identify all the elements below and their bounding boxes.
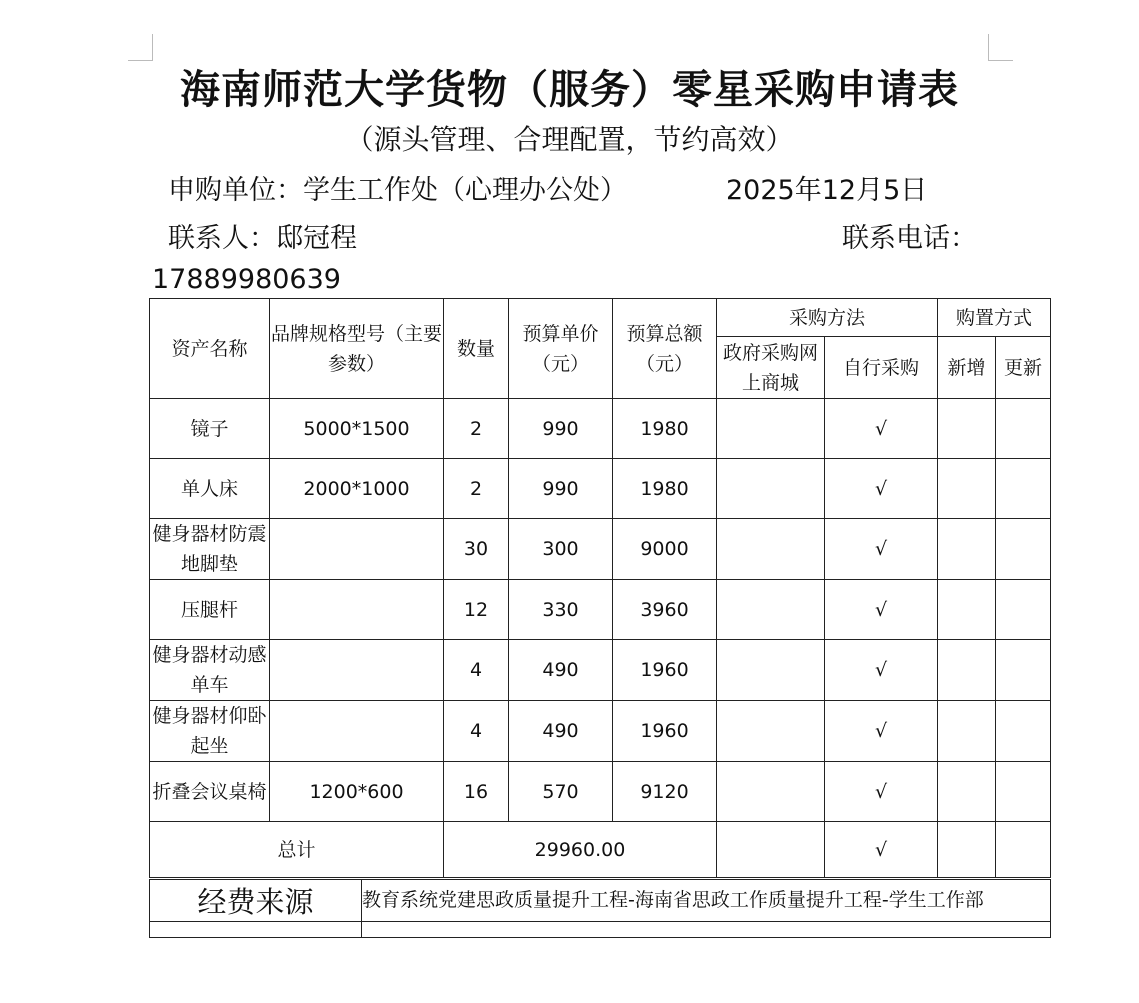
fund-extra-cell	[362, 922, 1051, 938]
item-total: 1960	[613, 701, 717, 762]
item-quantity: 30	[444, 519, 509, 580]
header-self-purchase: 自行采购	[825, 337, 938, 399]
form-subtitle: （源头管理、合理配置，节约高效）	[345, 123, 794, 156]
header-unit-price: 预算单价（元）	[509, 299, 613, 399]
header-purchase-method: 采购方法	[717, 299, 938, 337]
phone-label: 联系电话：	[842, 223, 977, 254]
item-quantity: 4	[444, 701, 509, 762]
item-quantity: 4	[444, 640, 509, 701]
item-total: 9120	[613, 762, 717, 822]
item-new	[938, 580, 996, 640]
item-self-purchase-check: √	[825, 580, 938, 640]
item-unit-price: 330	[509, 580, 613, 640]
header-purchase-type: 购置方式	[938, 299, 1051, 337]
item-new	[938, 762, 996, 822]
item-spec: 5000*1500	[270, 399, 444, 459]
item-renew	[996, 459, 1051, 519]
item-spec	[270, 640, 444, 701]
item-spec	[270, 580, 444, 640]
item-name: 健身器材防震地脚垫	[150, 519, 270, 580]
contact-person: 联系人：邸冠程	[168, 223, 357, 254]
item-quantity: 12	[444, 580, 509, 640]
item-gov-mall	[717, 580, 825, 640]
page-corner-mark	[128, 34, 153, 61]
item-gov-mall	[717, 701, 825, 762]
item-new	[938, 701, 996, 762]
table-row	[150, 519, 1051, 580]
table-row	[150, 640, 1051, 701]
total-self-check: √	[825, 822, 938, 878]
item-renew	[996, 701, 1051, 762]
total-renew-cell	[996, 822, 1051, 878]
item-unit-price: 490	[509, 701, 613, 762]
item-self-purchase-check: √	[825, 399, 938, 459]
total-gov-cell	[717, 822, 825, 878]
item-name: 压腿杆	[150, 580, 270, 640]
header-asset-name: 资产名称	[150, 299, 270, 399]
phone-number: 17889980639	[152, 264, 341, 295]
item-new	[938, 519, 996, 580]
item-name: 折叠会议桌椅	[150, 762, 270, 822]
item-spec	[270, 519, 444, 580]
header-spec: 品牌规格型号（主要参数）	[270, 299, 444, 399]
item-name: 健身器材仰卧起坐	[150, 701, 270, 762]
item-self-purchase-check: √	[825, 701, 938, 762]
item-unit-price: 990	[509, 459, 613, 519]
item-total: 9000	[613, 519, 717, 580]
item-total: 3960	[613, 580, 717, 640]
item-gov-mall	[717, 640, 825, 701]
item-total: 1980	[613, 459, 717, 519]
purchase-table	[149, 298, 1051, 878]
item-renew	[996, 762, 1051, 822]
header-renew: 更新	[996, 337, 1051, 399]
fund-source-value: 教育系统党建思政质量提升工程-海南省思政工作质量提升工程-学生工作部	[362, 880, 1051, 922]
header-gov-mall: 政府采购网上商城	[717, 337, 825, 399]
item-unit-price: 990	[509, 399, 613, 459]
item-spec: 2000*1000	[270, 459, 444, 519]
item-gov-mall	[717, 519, 825, 580]
table-row	[150, 459, 1051, 519]
form-title: 海南师范大学货物（服务）零星采购申请表	[180, 67, 959, 113]
item-renew	[996, 519, 1051, 580]
item-name: 镜子	[150, 399, 270, 459]
item-new	[938, 640, 996, 701]
item-unit-price: 570	[509, 762, 613, 822]
item-unit-price: 490	[509, 640, 613, 701]
total-label: 总计	[150, 822, 444, 878]
request-date: 2025年12月5日	[726, 175, 928, 206]
item-name: 单人床	[150, 459, 270, 519]
header-total-budget: 预算总额（元）	[613, 299, 717, 399]
item-quantity: 16	[444, 762, 509, 822]
item-renew	[996, 399, 1051, 459]
item-gov-mall	[717, 459, 825, 519]
item-name: 健身器材动感单车	[150, 640, 270, 701]
total-amount: 29960.00	[444, 822, 717, 878]
table-row	[150, 399, 1051, 459]
item-renew	[996, 640, 1051, 701]
fund-source-label: 经费来源	[150, 880, 362, 922]
item-unit-price: 300	[509, 519, 613, 580]
item-renew	[996, 580, 1051, 640]
item-total: 1980	[613, 399, 717, 459]
item-self-purchase-check: √	[825, 762, 938, 822]
item-quantity: 2	[444, 399, 509, 459]
item-quantity: 2	[444, 459, 509, 519]
item-total: 1960	[613, 640, 717, 701]
item-new	[938, 459, 996, 519]
requesting-unit: 申购单位：学生工作处（心理办公处）	[168, 175, 627, 206]
item-gov-mall	[717, 399, 825, 459]
header-new: 新增	[938, 337, 996, 399]
item-self-purchase-check: √	[825, 459, 938, 519]
table-row	[150, 580, 1051, 640]
fund-extra-cell	[150, 922, 362, 938]
table-row	[150, 762, 1051, 822]
item-spec: 1200*600	[270, 762, 444, 822]
page-corner-mark	[988, 34, 1013, 61]
item-self-purchase-check: √	[825, 640, 938, 701]
header-quantity: 数量	[444, 299, 509, 399]
item-spec	[270, 701, 444, 762]
item-new	[938, 399, 996, 459]
item-gov-mall	[717, 762, 825, 822]
table-row	[150, 701, 1051, 762]
item-self-purchase-check: √	[825, 519, 938, 580]
fund-source-table	[149, 879, 1051, 938]
total-new-cell	[938, 822, 996, 878]
